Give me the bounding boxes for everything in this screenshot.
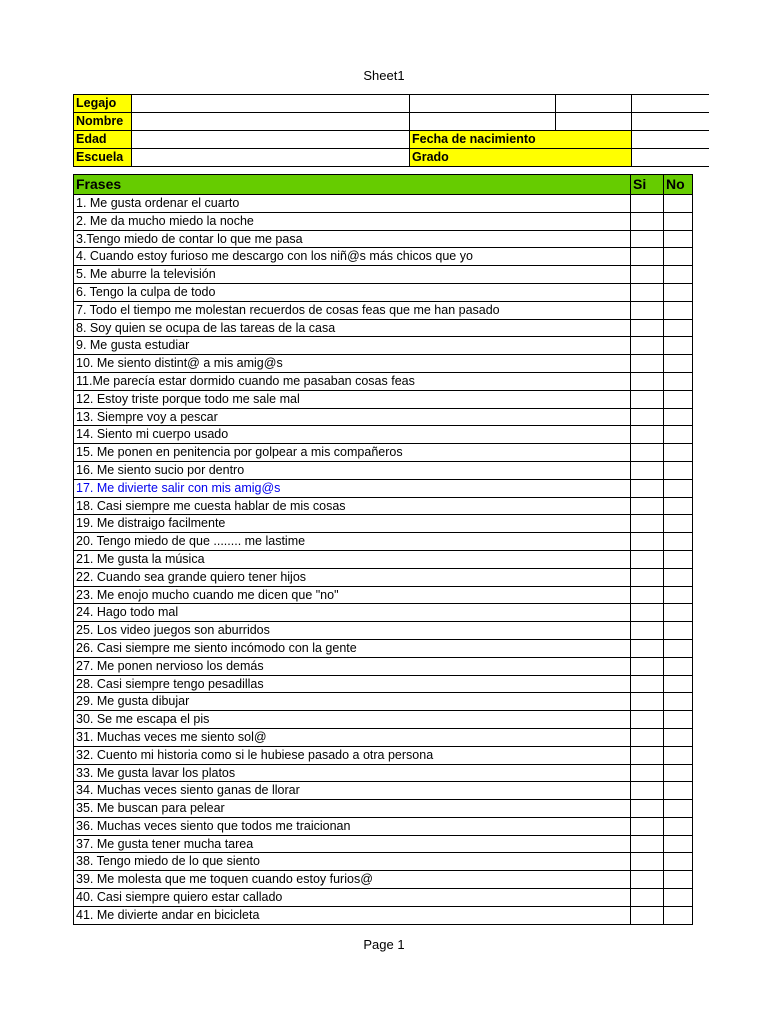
no-cell[interactable] [664, 622, 693, 640]
phrase-text: 7. Todo el tiempo me molestan recuerdos de cosas feas que me han pasado [74, 301, 631, 319]
phrase-text: 23. Me enojo mucho cuando me dicen que "no" [74, 586, 631, 604]
si-cell[interactable] [631, 711, 664, 729]
table-row [74, 355, 693, 373]
no-cell[interactable] [664, 497, 693, 515]
si-cell[interactable] [631, 800, 664, 818]
table-row [74, 586, 693, 604]
si-cell[interactable] [631, 817, 664, 835]
no-header: No [664, 175, 693, 195]
no-cell[interactable] [664, 800, 693, 818]
phrase-text: 16. Me siento sucio por dentro [74, 461, 631, 479]
no-cell[interactable] [664, 550, 693, 568]
fecha-nacimiento-label: Fecha de nacimiento [410, 131, 632, 149]
phrase-text: 25. Los video juegos son aburridos [74, 622, 631, 640]
si-cell[interactable] [631, 853, 664, 871]
phrase-text: 13. Siempre voy a pescar [74, 408, 631, 426]
table-row [74, 248, 693, 266]
phrase-text: 4. Cuando estoy furioso me descargo con los niñ@s más chicos que yo [74, 248, 631, 266]
table-row [74, 426, 693, 444]
info-row-legajo [74, 95, 709, 113]
no-cell[interactable] [664, 568, 693, 586]
si-cell[interactable] [631, 266, 664, 284]
no-cell[interactable] [664, 889, 693, 907]
info-cell[interactable] [410, 113, 556, 131]
no-cell[interactable] [664, 906, 693, 924]
phrase-text: 14. Siento mi cuerpo usado [74, 426, 631, 444]
frases-header: Frases [74, 175, 631, 195]
no-cell[interactable] [664, 746, 693, 764]
phrase-text: 24. Hago todo mal [74, 604, 631, 622]
table-row [74, 853, 693, 871]
table-row [74, 497, 693, 515]
no-cell[interactable] [664, 817, 693, 835]
phrase-text: 17. Me divierte salir con mis amig@s [74, 479, 631, 497]
si-cell[interactable] [631, 212, 664, 230]
si-cell[interactable] [631, 390, 664, 408]
table-row [74, 800, 693, 818]
no-cell[interactable] [664, 444, 693, 462]
table-row [74, 212, 693, 230]
table-row [74, 782, 693, 800]
si-cell[interactable] [631, 871, 664, 889]
si-cell[interactable] [631, 728, 664, 746]
table-row [74, 871, 693, 889]
info-cell[interactable] [556, 113, 632, 131]
no-cell[interactable] [664, 711, 693, 729]
phrase-text: 10. Me siento distint@ a mis amig@s [74, 355, 631, 373]
table-row [74, 372, 693, 390]
table-row [74, 711, 693, 729]
phrase-text: 12. Estoy triste porque todo me sale mal [74, 390, 631, 408]
no-cell[interactable] [664, 461, 693, 479]
phrases-body [74, 195, 693, 925]
phrase-text: 22. Cuando sea grande quiero tener hijos [74, 568, 631, 586]
info-cell[interactable] [632, 95, 709, 113]
phrase-text: 39. Me molesta que me toquen cuando estoy furios@ [74, 871, 631, 889]
no-cell[interactable] [664, 604, 693, 622]
si-cell[interactable] [631, 533, 664, 551]
table-row [74, 906, 693, 924]
si-cell[interactable] [631, 639, 664, 657]
table-row [74, 639, 693, 657]
escuela-label: Escuela [74, 149, 132, 167]
table-row [74, 283, 693, 301]
no-cell[interactable] [664, 515, 693, 533]
phrase-text: 2. Me da mucho miedo la noche [74, 212, 631, 230]
phrases-table [73, 174, 693, 925]
info-cell[interactable] [632, 113, 709, 131]
table-row [74, 319, 693, 337]
si-cell[interactable] [631, 355, 664, 373]
si-cell[interactable] [631, 675, 664, 693]
phrase-text: 3.Tengo miedo de contar lo que me pasa [74, 230, 631, 248]
si-cell[interactable] [631, 479, 664, 497]
phrase-text: 36. Muchas veces siento que todos me traicionan [74, 817, 631, 835]
no-cell[interactable] [664, 355, 693, 373]
si-cell[interactable] [631, 408, 664, 426]
phrase-text: 18. Casi siempre me cuesta hablar de mis cosas [74, 497, 631, 515]
table-row [74, 675, 693, 693]
fecha-nacimiento-field[interactable] [632, 131, 709, 149]
phrase-text: 29. Me gusta dibujar [74, 693, 631, 711]
si-cell[interactable] [631, 319, 664, 337]
phrase-text: 38. Tengo miedo de lo que siento [74, 853, 631, 871]
grado-field[interactable] [632, 149, 709, 167]
no-cell[interactable] [664, 283, 693, 301]
phrase-text: 28. Casi siempre tengo pesadillas [74, 675, 631, 693]
phrase-text: 8. Soy quien se ocupa de las tareas de la casa [74, 319, 631, 337]
legajo-label: Legajo [74, 95, 132, 113]
table-row [74, 622, 693, 640]
no-cell[interactable] [664, 337, 693, 355]
si-cell[interactable] [631, 337, 664, 355]
si-header: Si [631, 175, 664, 195]
no-cell[interactable] [664, 675, 693, 693]
no-cell[interactable] [664, 372, 693, 390]
nombre-field[interactable] [132, 113, 410, 131]
si-cell[interactable] [631, 195, 664, 213]
no-cell[interactable] [664, 533, 693, 551]
table-row [74, 728, 693, 746]
table-row [74, 746, 693, 764]
info-row-edad [74, 131, 709, 149]
no-cell[interactable] [664, 657, 693, 675]
table-row [74, 266, 693, 284]
phrase-text: 9. Me gusta estudiar [74, 337, 631, 355]
phrase-text: 6. Tengo la culpa de todo [74, 283, 631, 301]
info-cell[interactable] [410, 95, 556, 113]
si-cell[interactable] [631, 604, 664, 622]
table-row [74, 568, 693, 586]
no-cell[interactable] [664, 408, 693, 426]
si-cell[interactable] [631, 444, 664, 462]
si-cell[interactable] [631, 248, 664, 266]
page-footer: Page 1 [363, 937, 405, 952]
phrase-text: 26. Casi siempre me siento incómodo con la gente [74, 639, 631, 657]
phrase-text: 32. Cuento mi historia como si le hubiese pasado a otra persona [74, 746, 631, 764]
table-row [74, 408, 693, 426]
si-cell[interactable] [631, 461, 664, 479]
no-cell[interactable] [664, 426, 693, 444]
sheet-title: Sheet1 [363, 68, 405, 83]
phrase-text: 5. Me aburre la televisión [74, 266, 631, 284]
si-cell[interactable] [631, 372, 664, 390]
table-row [74, 533, 693, 551]
phrase-text: 41. Me divierte andar en bicicleta [74, 906, 631, 924]
si-cell[interactable] [631, 497, 664, 515]
si-cell[interactable] [631, 693, 664, 711]
table-row [74, 817, 693, 835]
table-row [74, 479, 693, 497]
si-cell[interactable] [631, 230, 664, 248]
phrase-text: 34. Muchas veces siento ganas de llorar [74, 782, 631, 800]
no-cell[interactable] [664, 764, 693, 782]
phrase-text: 27. Me ponen nervioso los demás [74, 657, 631, 675]
legajo-field[interactable] [132, 95, 410, 113]
phrase-text: 1. Me gusta ordenar el cuarto [74, 195, 631, 213]
si-cell[interactable] [631, 889, 664, 907]
phrase-text: 40. Casi siempre quiero estar callado [74, 889, 631, 907]
no-cell[interactable] [664, 586, 693, 604]
phrase-text: 21. Me gusta la música [74, 550, 631, 568]
no-cell[interactable] [664, 639, 693, 657]
escuela-field[interactable] [132, 149, 410, 167]
table-row [74, 337, 693, 355]
table-row [74, 889, 693, 907]
no-cell[interactable] [664, 479, 693, 497]
si-cell[interactable] [631, 906, 664, 924]
no-cell[interactable] [664, 319, 693, 337]
no-cell[interactable] [664, 266, 693, 284]
info-row-escuela [74, 149, 709, 167]
edad-label: Edad [74, 131, 132, 149]
table-row [74, 301, 693, 319]
grado-label: Grado [410, 149, 632, 167]
no-cell[interactable] [664, 248, 693, 266]
si-cell[interactable] [631, 764, 664, 782]
table-row [74, 693, 693, 711]
si-cell[interactable] [631, 568, 664, 586]
no-cell[interactable] [664, 835, 693, 853]
student-info-grid [73, 94, 709, 167]
si-cell[interactable] [631, 835, 664, 853]
no-cell[interactable] [664, 230, 693, 248]
si-cell[interactable] [631, 586, 664, 604]
no-cell[interactable] [664, 782, 693, 800]
no-cell[interactable] [664, 871, 693, 889]
no-cell[interactable] [664, 853, 693, 871]
phrase-text: 31. Muchas veces me siento sol@ [74, 728, 631, 746]
edad-field[interactable] [132, 131, 410, 149]
no-cell[interactable] [664, 212, 693, 230]
si-cell[interactable] [631, 301, 664, 319]
table-row [74, 515, 693, 533]
phrase-text: 15. Me ponen en penitencia por golpear a mis compañeros [74, 444, 631, 462]
si-cell[interactable] [631, 283, 664, 301]
info-cell[interactable] [556, 95, 632, 113]
phrase-text: 20. Tengo miedo de que ........ me lastime [74, 533, 631, 551]
phrase-text: 30. Se me escapa el pis [74, 711, 631, 729]
no-cell[interactable] [664, 693, 693, 711]
table-row [74, 550, 693, 568]
phrase-text: 19. Me distraigo facilmente [74, 515, 631, 533]
si-cell[interactable] [631, 550, 664, 568]
no-cell[interactable] [664, 728, 693, 746]
table-row [74, 390, 693, 408]
no-cell[interactable] [664, 390, 693, 408]
table-row [74, 230, 693, 248]
info-row-nombre [74, 113, 709, 131]
phrase-text: 37. Me gusta tener mucha tarea [74, 835, 631, 853]
phrase-text: 33. Me gusta lavar los platos [74, 764, 631, 782]
table-row [74, 604, 693, 622]
table-row [74, 657, 693, 675]
nombre-label: Nombre [74, 113, 132, 131]
table-row [74, 835, 693, 853]
no-cell[interactable] [664, 301, 693, 319]
si-cell[interactable] [631, 657, 664, 675]
table-row [74, 461, 693, 479]
si-cell[interactable] [631, 782, 664, 800]
si-cell[interactable] [631, 622, 664, 640]
si-cell[interactable] [631, 746, 664, 764]
phrases-header-row [74, 175, 693, 195]
si-cell[interactable] [631, 426, 664, 444]
table-row [74, 195, 693, 213]
phrase-text: 35. Me buscan para pelear [74, 800, 631, 818]
si-cell[interactable] [631, 515, 664, 533]
table-row [74, 764, 693, 782]
table-row [74, 444, 693, 462]
phrase-text: 11.Me parecía estar dormido cuando me pasaban cosas feas [74, 372, 631, 390]
no-cell[interactable] [664, 195, 693, 213]
